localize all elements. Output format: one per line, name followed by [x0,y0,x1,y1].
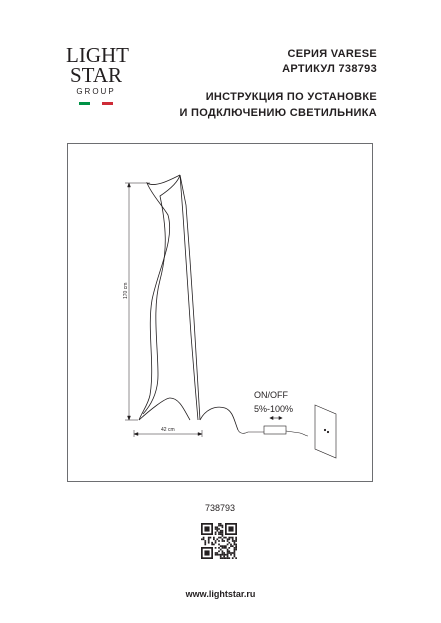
switch-label: ON/OFF [254,390,288,400]
power-cable [238,417,308,437]
height-label: 170 cm [123,282,129,299]
logo-line-group: GROUP [76,87,116,96]
qr-code-icon [201,523,237,559]
series-name: СЕРИЯ VARESE [287,48,377,60]
website-url: www.lightstar.ru [185,589,256,599]
instruction-title-line1: ИНСТРУКЦИЯ ПО УСТАНОВКЕ [205,91,377,103]
dimmer-range-label: 5%-100% [254,404,294,414]
article-header: АРТИКУЛ 738793 [282,63,377,75]
logo-line-light: LIGHT [66,43,129,67]
logo-line-star: STAR [70,63,122,87]
wall-socket-icon [315,405,336,458]
dimmer-switch-box [264,426,286,434]
article-number: 738793 [205,503,236,513]
height-dimension-line [125,183,150,420]
lamp-body [139,175,238,430]
width-label: 42 cm [161,427,175,433]
instruction-title-line2: И ПОДКЛЮЧЕНИЮ СВЕТИЛЬНИКА [179,107,377,119]
